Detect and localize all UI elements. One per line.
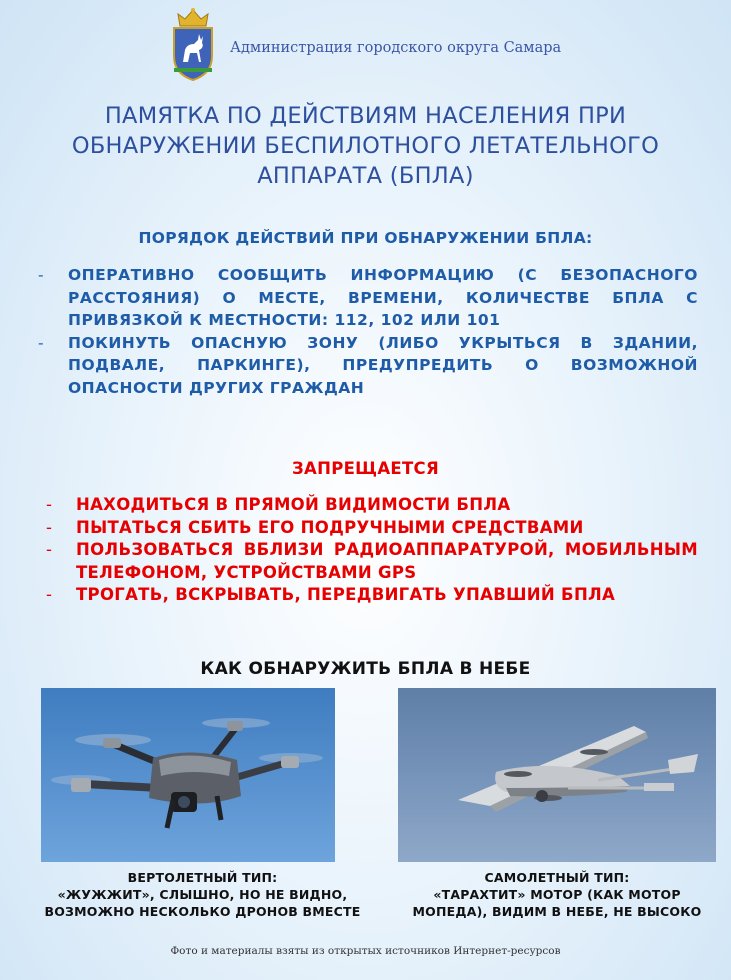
caption-line: САМОЛЕТНЫЙ ТИП: — [484, 870, 630, 885]
samara-coat-of-arms-icon — [168, 6, 218, 82]
actions-list — [38, 264, 698, 399]
action-item: - ПОКИНУТЬ ОПАСНУЮ ЗОНУ (ЛИБО УКРЫТЬСЯ В ЗДАНИИ, ПОДВАЛЕ, ПАРКИНГЕ), ПРЕДУПРЕДИТЬ О ВОЗМОЖНОЙ ОПАСНОСТИ ДРУГИХ ГРАЖДАН — [38, 332, 698, 400]
actions-heading: ПОРЯДОК ДЕЙСТВИЙ ПРИ ОБНАРУЖЕНИИ БПЛА: — [138, 229, 593, 247]
caption-airplane-type — [388, 869, 726, 920]
caption-line: ВОЗМОЖНО НЕСКОЛЬКО ДРОНОВ ВМЕСТЕ — [44, 904, 361, 919]
caption-line: ВЕРТОЛЕТНЫЙ ТИП: — [127, 870, 278, 885]
forbidden-item: - НАХОДИТЬСЯ В ПРЯМОЙ ВИДИМОСТИ БПЛА — [46, 494, 698, 517]
caption-line: «ТАРАХТИТ» МОТОР (КАК МОТОР — [433, 887, 681, 902]
caption-line: МОПЕДА), ВИДИМ В НЕБЕ, НЕ ВЫСОКО — [412, 904, 702, 919]
caption-line: «ЖУЖЖИТ», СЛЫШНО, НО НЕ ВИДНО, — [57, 887, 348, 902]
fixed-wing-drone-photo — [398, 688, 716, 862]
admin-name: Администрация городского округа Самара — [230, 40, 562, 56]
detect-heading: КАК ОБНАРУЖИТЬ БПЛА В НЕБЕ — [200, 659, 531, 679]
forbidden-item: - ПЫТАТЬСЯ СБИТЬ ЕГО ПОДРУЧНЫМИ СРЕДСТВАМИ — [46, 517, 698, 540]
page-title — [0, 101, 731, 191]
action-item: - ОПЕРАТИВНО СООБЩИТЬ ИНФОРМАЦИЮ (С БЕЗОПАСНОГО РАССТОЯНИЯ) О МЕСТЕ, ВРЕМЕНИ, КОЛИЧЕСТВЕ БПЛА С ПРИВЯЗКОЙ К МЕСТНОСТИ: 112, 102 ИЛИ 101 — [38, 264, 698, 332]
title-line: ПАМЯТКА ПО ДЕЙСТВИЯМ НАСЕЛЕНИЯ ПРИ — [104, 103, 627, 129]
caption-helicopter-type — [30, 869, 375, 920]
header — [168, 6, 588, 86]
quadcopter-drone-photo — [41, 688, 335, 862]
title-line: АППАРАТА (БПЛА) — [257, 163, 474, 189]
forbidden-item: - ТРОГАТЬ, ВСКРЫВАТЬ, ПЕРЕДВИГАТЬ УПАВШИЙ БПЛА — [46, 584, 698, 607]
title-line: ОБНАРУЖЕНИИ БЕСПИЛОТНОГО ЛЕТАТЕЛЬНОГО — [71, 133, 660, 159]
forbidden-heading: ЗАПРЕЩАЕТСЯ — [292, 459, 439, 478]
footer-note: Фото и материалы взяты из открытых источников Интернет-ресурсов — [170, 945, 561, 957]
forbidden-list — [46, 494, 698, 607]
forbidden-item: - ПОЛЬЗОВАТЬСЯ ВБЛИЗИ РАДИОАППАРАТУРОЙ, МОБИЛЬНЫМ ТЕЛЕФОНОМ, УСТРОЙСТВАМИ GPS — [46, 539, 698, 584]
